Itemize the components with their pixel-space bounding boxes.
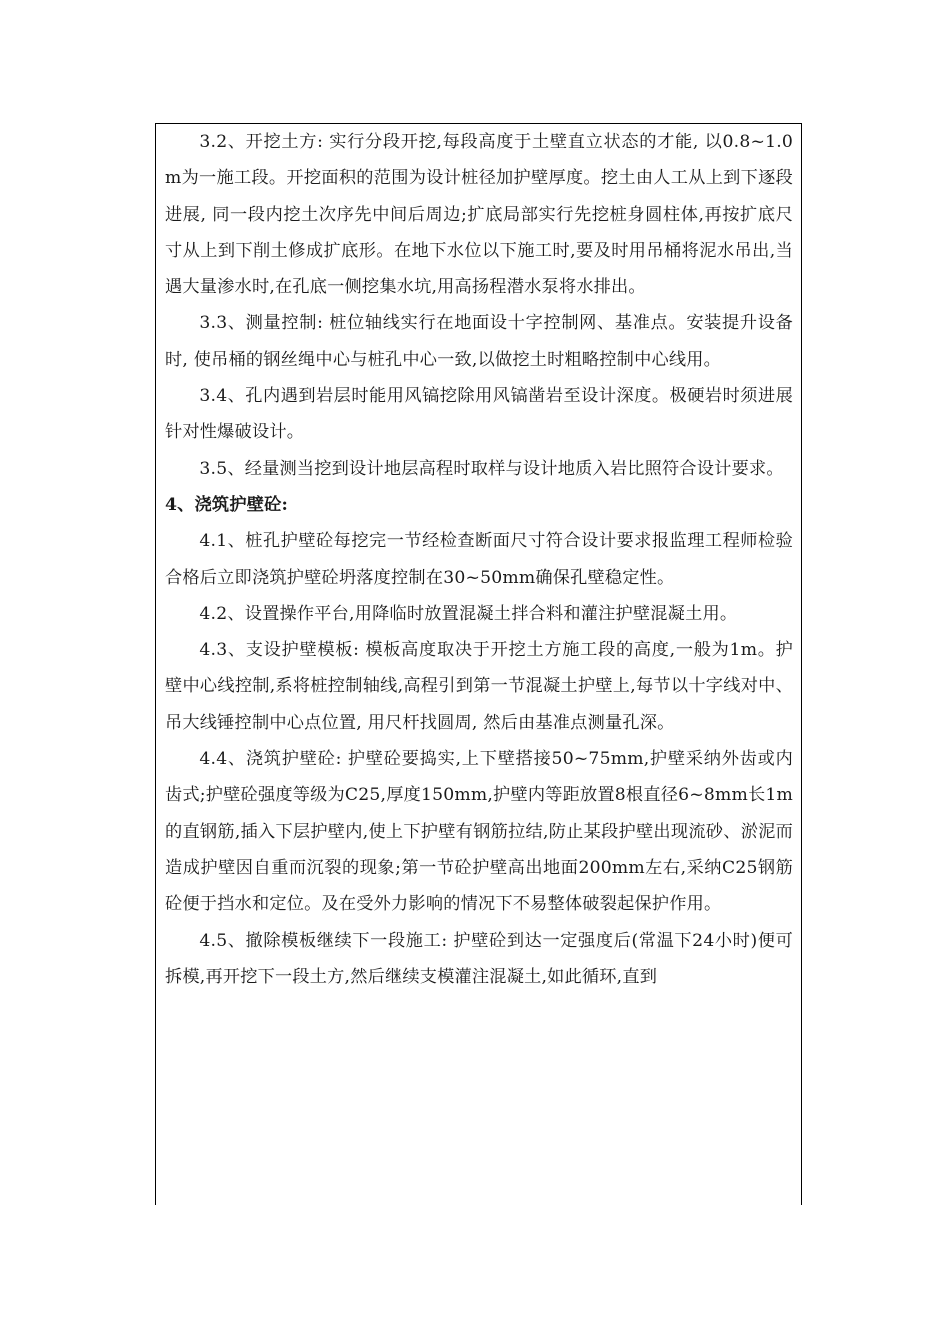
document-frame xyxy=(155,123,802,1205)
paragraph-4-3: 4.3、支设护壁模板: 模板高度取决于开挖土方施工段的高度,一般为1m。护壁中心线控制,系将桩控制轴线,高程引到第一节混凝土护壁上,每节以十字线对中、吊大线锤控制中心点位置, 用尺杆找圆周, 然后由基准点测量孔深。 xyxy=(165,640,793,733)
section-heading-4: 4、浇筑护壁砼: xyxy=(165,494,289,515)
paragraph-4-5: 4.5、撤除模板继续下一段施工: 护壁砼到达一定强度后(常温下24小时)便可拆模,再开挖下一段土方,然后继续支模灌注混凝土,如此循环,直到 xyxy=(165,930,793,987)
paragraph-4-2: 4.2、设置操作平台,用降临时放置混凝土拌合料和灌注护壁混凝土用。 xyxy=(199,603,738,624)
paragraph-3-5: 3.5、经量测当挖到设计地层高程时取样与设计地质入岩比照符合设计要求。 xyxy=(199,458,784,479)
paragraph-4-4: 4.4、浇筑护壁砼: 护壁砼要捣实,上下壁搭接50~75mm,护壁采纳外齿或内齿式;护壁砼强度等级为C25,厚度150mm,护壁内等距放置8根直径6~8mm长1m的直钢筋,插入下层护壁内,使上下护壁有钢筋拉结,防止某段护壁出现流砂、淤泥而造成护壁因自重而沉裂的现象;第一节砼护壁高出地面200mm左右,采纳C25钢筋砼便于挡水和定位。及在受外力影响的情况下不易整体破裂起保护作用。 xyxy=(165,749,793,915)
paragraph-4-1: 4.1、桩孔护壁砼每挖完一节经检查断面尺寸符合设计要求报监理工程师检验合格后立即浇筑护壁砼坍落度控制在30~50mm确保孔壁稳定性。 xyxy=(165,531,793,588)
paragraph-3-4: 3.4、孔内遇到岩层时能用风镐挖除用风镐凿岩至设计深度。极硬岩时须进展针对性爆破设计。 xyxy=(165,386,793,443)
document-body xyxy=(165,124,793,995)
paragraph-3-2: 3.2、开挖土方: 实行分段开挖,每段高度于土壁直立状态的才能, 以0.8~1.0m为一施工段。开挖面积的范围为设计桩径加护壁厚度。挖土由人工从上到下逐段进展, 同一段内挖土次序先中间后周边;扩底局部实行先挖桩身圆柱体,再按扩底尺寸从上到下削土修成扩底形。在地下水位以下施工时,要及时用吊桶将泥水吊出,当遇大量渗水时,在孔底一侧挖集水坑,用高扬程潜水泵将水排出。 xyxy=(165,132,793,298)
paragraph-3-3: 3.3、测量控制: 桩位轴线实行在地面设十字控制网、基准点。安装提升设备时, 使吊桶的钢丝绳中心与桩孔中心一致,以做挖土时粗略控制中心线用。 xyxy=(165,313,793,370)
